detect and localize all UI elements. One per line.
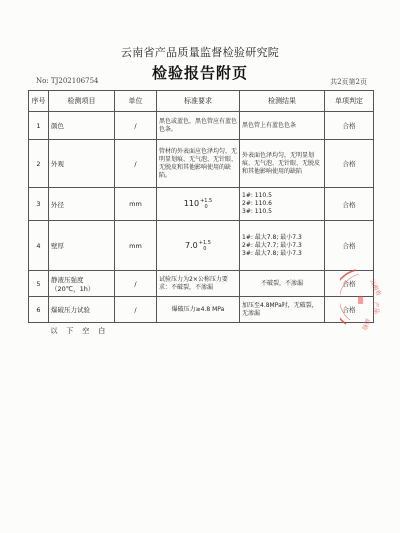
- row-no: 5: [29, 271, 49, 297]
- row-item: 爆破压力试验: [49, 297, 115, 323]
- table-row: [29, 188, 374, 221]
- report-number: No: TJ202106754: [36, 77, 99, 85]
- table-row: [29, 112, 374, 140]
- row-no: 6: [29, 297, 49, 323]
- official-seal-stamp: [340, 262, 398, 334]
- row-requirement: 试验压力为2×公称压力要求：不破裂，不渗漏: [157, 271, 240, 297]
- row-result: 黑色管上有蓝色色条: [240, 112, 325, 140]
- col-header: 序号: [29, 91, 49, 112]
- row-no: 2: [29, 140, 49, 188]
- result-line: 2#: 110.6: [242, 200, 272, 207]
- tolerance-upper: +1.5: [200, 198, 213, 204]
- row-unit: /: [115, 271, 157, 297]
- seal-text: 产品: [372, 301, 381, 315]
- row-no: 4: [29, 221, 49, 271]
- row-requirement: [157, 188, 240, 221]
- row-result: 加压至4.8MPa时，无破裂，无渗漏: [240, 297, 325, 323]
- row-result: [240, 188, 325, 221]
- blank-note: 以 下 空 白: [50, 326, 106, 335]
- result-line: 3#: 最大7.8; 最小7.3: [242, 249, 302, 257]
- row-verdict: 合格: [325, 297, 374, 323]
- row-item: 颜色: [49, 112, 115, 140]
- row-no: 1: [29, 112, 49, 140]
- page-title: 检验报告附页: [151, 64, 248, 82]
- row-verdict: 合格: [325, 112, 374, 140]
- row-unit: mm: [115, 221, 157, 271]
- row-verdict: 合格: [325, 188, 374, 221]
- row-result: 外表面色泽均匀，无明显划痕、无气泡、无针眼、无脱皮和其他影响使用的缺陷: [240, 140, 325, 188]
- row-item: 静液压强度（20℃，1h）: [49, 271, 115, 297]
- req-value: 110: [183, 199, 200, 208]
- table-row: [29, 221, 374, 271]
- table-row: [29, 140, 374, 188]
- seal-mark: [358, 296, 363, 304]
- row-result: [240, 221, 325, 271]
- row-no: 3: [29, 188, 49, 221]
- tolerance-lower: 0: [204, 204, 208, 210]
- test-results-table: [28, 90, 374, 339]
- row-verdict: 合格: [325, 140, 374, 188]
- row-unit: mm: [115, 188, 157, 221]
- row-requirement: [157, 221, 240, 271]
- row-unit: /: [115, 297, 157, 323]
- result-line: 1#: 110.5: [242, 192, 272, 199]
- row-requirement: 黑色或蓝色，黑色管应有蓝色色条。: [157, 112, 240, 140]
- col-header: 检测项目: [49, 91, 115, 112]
- result-line: 2#: 最大7.7; 最小7.3: [242, 241, 302, 249]
- row-unit: /: [115, 112, 157, 140]
- col-header: 单位: [115, 91, 157, 112]
- table-row: [29, 271, 374, 297]
- seal-text: 质检: [360, 317, 371, 332]
- tolerance-lower: 0: [203, 245, 207, 252]
- seal-arc: [340, 270, 356, 324]
- row-item: 外径: [49, 188, 115, 221]
- result-line: 3#: 110.5: [242, 208, 272, 215]
- row-unit: /: [115, 140, 157, 188]
- req-value: 7.0: [185, 240, 198, 250]
- table-header-row: [29, 91, 374, 112]
- tolerance-upper: +1.5: [198, 239, 211, 246]
- row-verdict: 合格: [325, 221, 374, 271]
- result-line: 1#: 最大7.8; 最小7.3: [242, 233, 302, 241]
- row-requirement: 管材的外表面应色泽均匀，无明显划痕、无气泡、无针眼、无脱皮和其他影响使用的缺陷。: [157, 140, 240, 188]
- page-number: 共2页第2页: [330, 78, 367, 86]
- row-item: 外观: [49, 140, 115, 188]
- row-verdict: 合格: [325, 271, 374, 297]
- row-result: 不破裂，不渗漏: [240, 271, 325, 297]
- col-header: 检测结果: [240, 91, 325, 112]
- table-row: [29, 297, 374, 323]
- row-item: 壁厚: [49, 221, 115, 271]
- col-header: 标准要求: [157, 91, 240, 112]
- seal-text: 云南省: [368, 277, 383, 298]
- row-requirement: 爆破压力≥4.8 MPa: [157, 297, 240, 323]
- col-header: 单项判定: [325, 91, 374, 112]
- institute-name: 云南省产品质量监督检验研究院: [120, 46, 280, 59]
- seal-arc-inner: [340, 274, 359, 320]
- blank-row: [29, 323, 374, 339]
